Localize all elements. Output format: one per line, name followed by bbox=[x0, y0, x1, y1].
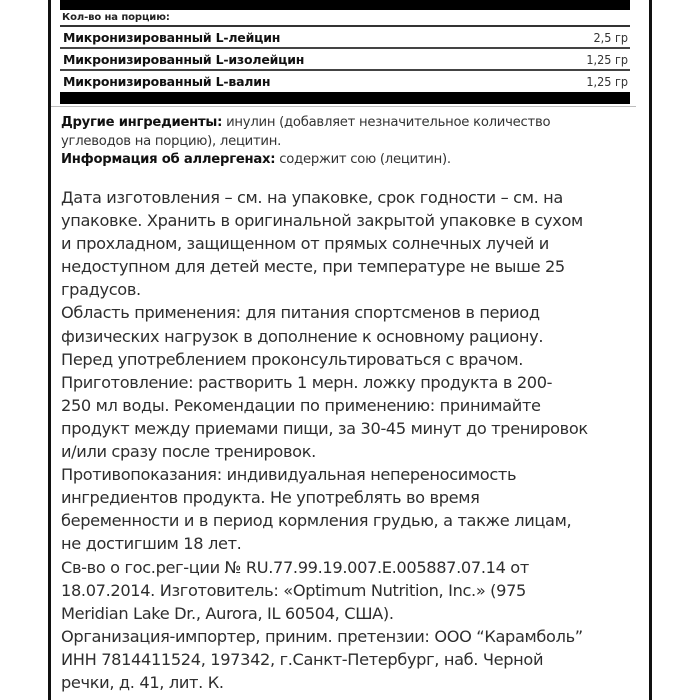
other-ingredients-value: инулин (добавляет незначительное количество bbox=[222, 115, 551, 130]
text-line: и/или сразу после тренировок. bbox=[61, 442, 316, 462]
text-line: ИНН 7814411524, 197342, г.Санкт-Петербург, наб. Черной bbox=[61, 649, 544, 669]
allergen-label: Информация об аллергенах: bbox=[61, 152, 276, 167]
ingredient-amount: 1,25 гр bbox=[586, 74, 628, 89]
table-row bbox=[60, 49, 630, 71]
text-line: физических нагрузок в дополнение к основному рациону. bbox=[61, 326, 544, 346]
table-row bbox=[60, 71, 630, 92]
ingredient-name: Микронизированный L-валин bbox=[63, 74, 271, 89]
ingredient-name: Микронизированный L-изолейцин bbox=[63, 51, 305, 67]
text-line: и прохладном, защищенном от прямых солнечных лучей и bbox=[61, 234, 549, 254]
text-line: упаковке. Хранить в оригинальной закрытой упаковке в сухом bbox=[61, 211, 583, 231]
other-ingredients-continuation: углеводов на порцию), лецитин. bbox=[61, 133, 282, 149]
table-header-bar bbox=[60, 0, 630, 10]
other-ingredients-label: Другие ингредиенты: bbox=[61, 115, 223, 130]
section-divider bbox=[51, 106, 636, 107]
text-line: Противопоказания: индивидуальная непереносимость bbox=[61, 465, 517, 485]
table-row bbox=[60, 27, 630, 49]
allergen-value: содержит сою (лецитин). bbox=[275, 152, 451, 167]
text-line: Meridian Lake Dr., Aurora, IL 60504, США). bbox=[61, 603, 394, 623]
text-line: беременности и в период кормления грудью, а также лицам, bbox=[61, 511, 572, 531]
text-line: Св-во о гос.рег-ции № RU.77.99.19.007.Е.005887.07.14 от bbox=[61, 557, 529, 577]
nutrition-table bbox=[60, 0, 630, 104]
serving-size-label: Кол-во на порцию: bbox=[60, 10, 630, 27]
text-line: речки, д. 41, лит. К. bbox=[61, 672, 224, 692]
text-line: градусов. bbox=[61, 280, 141, 300]
text-line: Перед употреблением проконсультироваться с врачом. bbox=[61, 349, 523, 369]
text-line: Дата изготовления – см. на упаковке, срок годности – см. на bbox=[61, 188, 563, 207]
ingredient-amount: 2,5 гр bbox=[593, 29, 628, 45]
allergen-line bbox=[61, 151, 636, 170]
text-line: недоступном для детей месте, при температуре не выше 25 bbox=[61, 257, 565, 277]
product-description bbox=[61, 186, 641, 694]
text-line: 250 мл воды. Рекомендации по применению: принимайте bbox=[61, 395, 541, 415]
text-line: Организация-импортер, приним. претензии: ООО “Карамболь” bbox=[61, 626, 583, 646]
text-line: не достигшим 18 лет. bbox=[61, 534, 242, 554]
ingredients-section bbox=[61, 114, 636, 170]
text-line: Область применения: для питания спортсменов в период bbox=[61, 303, 540, 323]
table-footer-bar bbox=[60, 92, 630, 104]
ingredient-name: Микронизированный L-лейцин bbox=[63, 29, 281, 45]
text-line: ингредиентов продукта. Не употреблять во время bbox=[61, 488, 480, 508]
other-ingredients-line bbox=[61, 114, 636, 133]
text-line: 18.07.2014. Изготовитель: «Optimum Nutrition, Inc.» (975 bbox=[61, 580, 526, 600]
text-line: Приготовление: растворить 1 мерн. ложку продукта в 200- bbox=[61, 372, 553, 392]
text-line: продукт между приемами пищи, за 30-45 минут до тренировок bbox=[61, 418, 588, 438]
ingredient-amount: 1,25 гр bbox=[586, 51, 628, 67]
